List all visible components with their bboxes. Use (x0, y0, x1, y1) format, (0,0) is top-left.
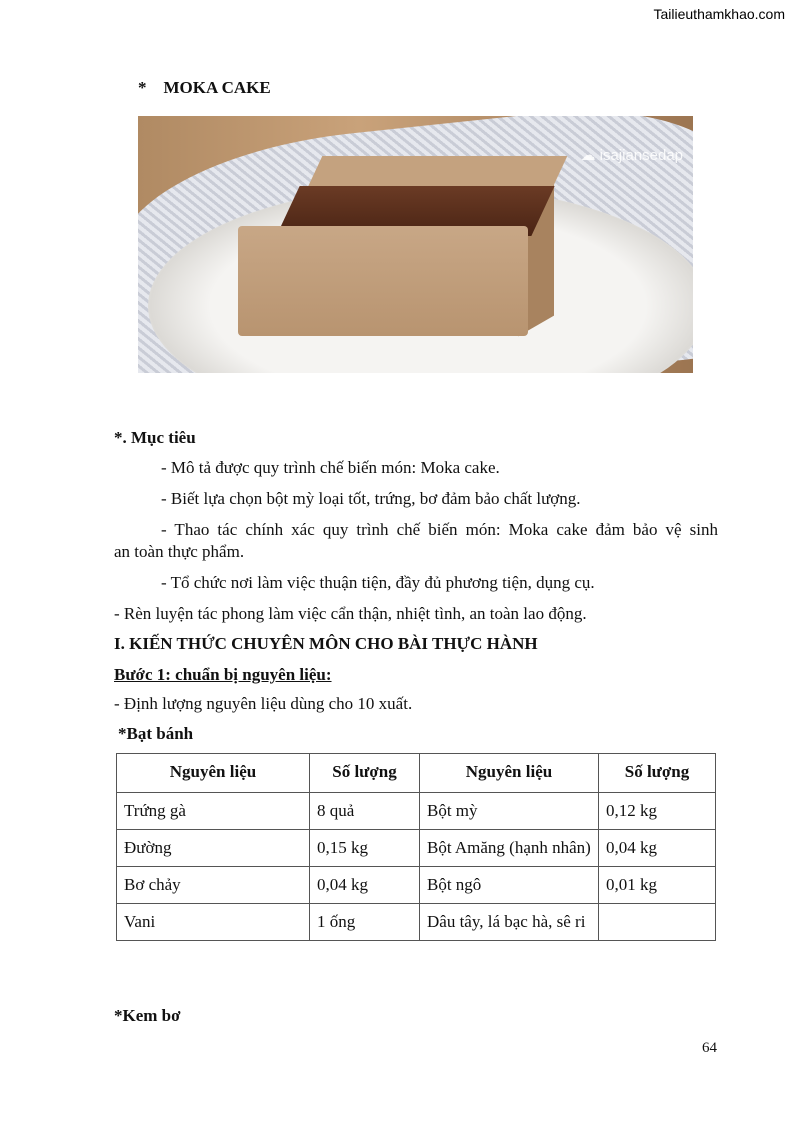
table-cell: 0,04 kg (599, 830, 716, 867)
table-cell: Bơ chảy (117, 867, 310, 904)
subheading-kem-bo: *Kem bơ (114, 1006, 181, 1025)
section-heading: I. KIẾN THỨC CHUYÊN MÔN CHO BÀI THỰC HÀNH (114, 634, 538, 653)
table-cell: Vani (117, 904, 310, 941)
table-cell: Bột Amăng (hạnh nhân) (420, 830, 599, 867)
objective-item: - Thao tác chính xác quy trình chế biến món: Moka cake đảm bảo vệ sinh (161, 520, 718, 539)
table-cell: Dâu tây, lá bạc hà, sê ri (420, 904, 599, 941)
table-cell (599, 904, 716, 941)
table-cell: 0,04 kg (310, 867, 420, 904)
table-cell: 1 ống (310, 904, 420, 941)
table-header-row (117, 754, 716, 793)
column-header: Nguyên liệu (420, 754, 599, 793)
table-cell: Bột ngô (420, 867, 599, 904)
moka-cake-photo (138, 116, 693, 373)
site-watermark: Tailieuthamkhao.com (653, 6, 785, 22)
table-cell: 0,12 kg (599, 793, 716, 830)
table-cell: Trứng gà (117, 793, 310, 830)
step-heading: Bước 1: chuẩn bị nguyên liệu: (114, 665, 332, 684)
table-cell: 0,15 kg (310, 830, 420, 867)
table-cell: 0,01 kg (599, 867, 716, 904)
quantity-note: - Định lượng nguyên liệu dùng cho 10 xuất. (114, 694, 413, 713)
subheading-bat-banh: *Bạt bánh (118, 724, 194, 743)
table-row (117, 793, 716, 830)
table-row (117, 867, 716, 904)
page-number: 64 (702, 1040, 717, 1056)
table-row (117, 830, 716, 867)
objectives-heading: *. Mục tiêu (114, 428, 196, 447)
objective-item-cont: an toàn thực phẩm. (114, 542, 245, 561)
objective-item: - Biết lựa chọn bột mỳ loại tốt, trứng, bơ đảm bảo chất lượng. (161, 489, 581, 508)
photo-logo: ☁ isajiansedap (580, 147, 683, 164)
objective-item: - Tổ chức nơi làm việc thuận tiện, đầy đủ phương tiện, dụng cụ. (161, 573, 595, 592)
table-cell: 8 quả (310, 793, 420, 830)
table-cell: Đường (117, 830, 310, 867)
column-header: Số lượng (599, 754, 716, 793)
table-row (117, 904, 716, 941)
column-header: Số lượng (310, 754, 420, 793)
ingredients-table (116, 753, 716, 941)
table-cell: Bột mỳ (420, 793, 599, 830)
objective-item: - Mô tả được quy trình chế biến món: Moka cake. (161, 458, 500, 477)
objective-item: - Rèn luyện tác phong làm việc cẩn thận, nhiệt tình, an toàn lao động. (114, 604, 587, 623)
recipe-title: * MOKA CAKE (138, 78, 271, 97)
column-header: Nguyên liệu (117, 754, 310, 793)
